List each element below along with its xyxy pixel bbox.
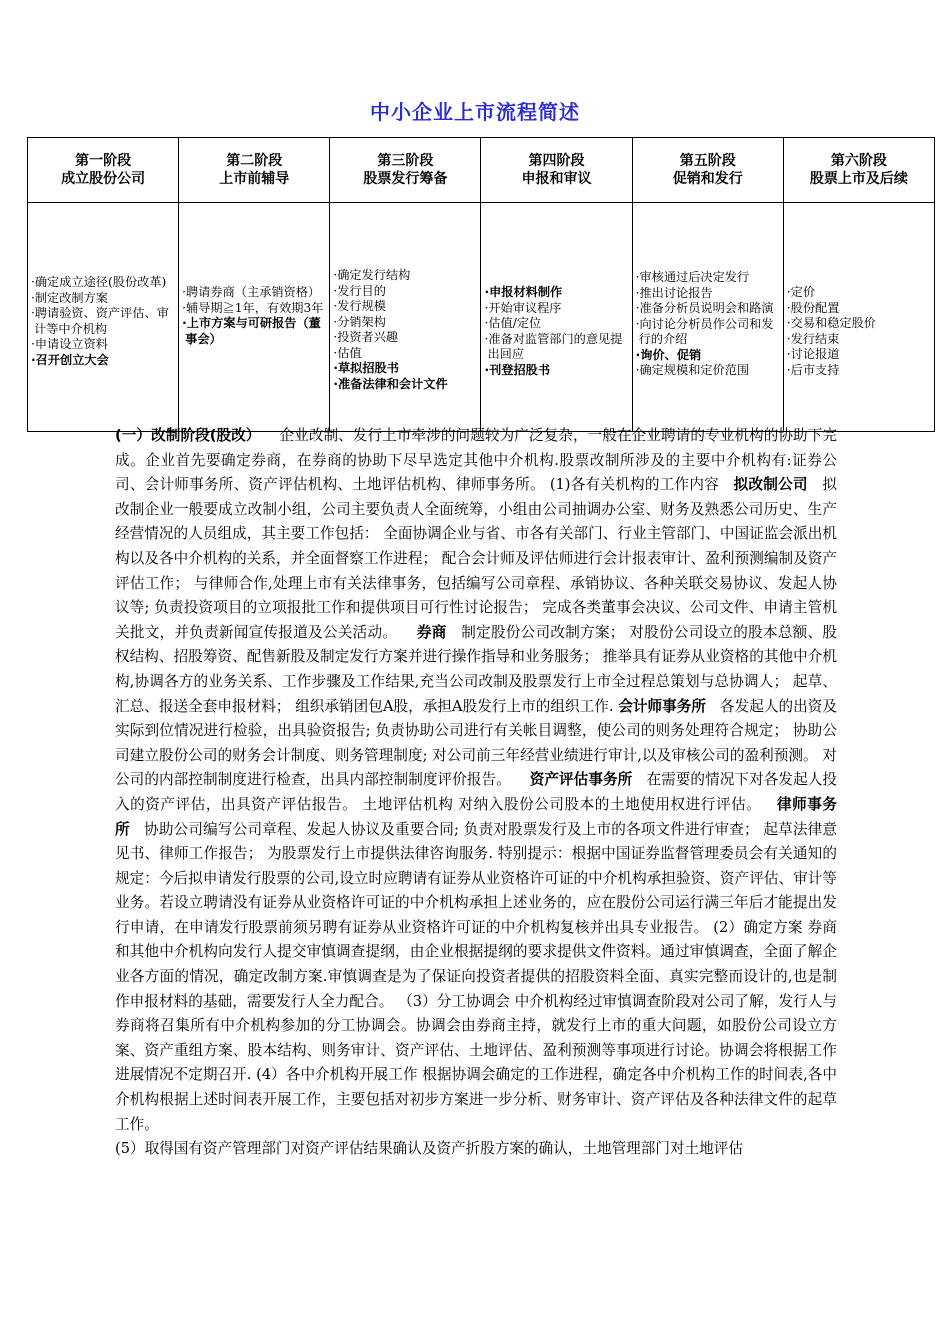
body-text <box>115 424 837 1162</box>
stage-item: · 后市支持 <box>787 363 932 379</box>
stage-item: · 询价、促销 <box>636 348 781 364</box>
stage-item: · 推出讨论报告 <box>636 286 781 302</box>
stage-6-header <box>783 138 934 203</box>
stage-item: · 发行规模 <box>333 299 478 315</box>
text-accounting: 各发起人的出资及实际到位情况进行检验，出具验资报告; 负责协助公司进行有关帐目调整，使公司的则务处理符合规定； 协助公司建立股份公司的财务会计制度、则务管理制度; 对公司前三年经营业绩进行审计,以及审核公司的盈利预测。 对公司的内部控制制度进行检查，出具内部控制制度评价报告。 <box>115 697 838 789</box>
stage-4-heading: 第四阶段 <box>528 153 585 169</box>
stage-3-subheading: 股票发行筹备 <box>363 171 448 187</box>
stage-item: · 准备分析员说明会和路演 <box>636 301 781 317</box>
stage-1-header <box>28 138 179 203</box>
text-company: 拟改制企业一般要成立改制小组，公司主要负责人全面统筹，小组由公司抽调办公室、财务及熟悉公司历史、生产经营情况的人员组成，其主要工作包括： 全面协调企业与省、市各有关部门、行业主管部门、中国证监会派出机构以及各中介机构的关系，并全面督察工作进程； 配合会计师及评估师进行会计报表审计、盈利预测编制及资产评估工作； 与律师合作,处理上市有关法律事务，包括编写公司章程、承销协议、各种关联交易协议、发起人协议等; 负责投资项目的立项报批工作和提供项目可行性讨论报告； 完成各类董事会决议、公司文件、申请主管机关批文，并负责新闻宣传报道及公关活动。 <box>115 476 837 641</box>
section-heading: (一）改制阶段(股改） <box>115 427 261 444</box>
stage-3-header <box>330 138 481 203</box>
stages-body-row <box>28 203 935 432</box>
stage-item: · 估值 <box>333 346 478 362</box>
stage-5-subheading: 促销和发行 <box>672 171 743 187</box>
stage-item: · 申请设立资料 <box>31 337 176 353</box>
stage-item: · 确定发行结构 <box>333 268 478 284</box>
stage-item: · 股份配置 <box>787 301 932 317</box>
stage-1-heading: 第一阶段 <box>75 153 132 169</box>
stage-item: · 确定成立途径(股份改革) <box>31 275 176 291</box>
heading-company: 拟改制公司 <box>733 476 808 494</box>
stage-2-cell <box>179 203 330 432</box>
stage-item: · 准备对监管部门的意见提出回应 <box>484 332 629 363</box>
paragraph-2: (5）取得国有资产管理部门对资产评估结果确认及资产折股方案的确认，土地管理部门对土地评估 <box>115 1140 743 1158</box>
stage-item: · 向讨论分析员作公司和发行的介绍 <box>636 317 781 348</box>
heading-law-firm: 律师事务所 <box>115 795 837 838</box>
stage-2-subheading: 上市前辅导 <box>219 171 290 187</box>
stage-1-cell <box>28 203 179 432</box>
heading-appraisal: 资产评估事务所 <box>529 771 633 789</box>
stage-item: · 申报材料制作 <box>484 285 629 301</box>
stage-item: · 发行结束 <box>787 332 932 348</box>
stage-item: · 交易和稳定股价 <box>787 316 932 332</box>
text-law-firm: 协助公司编写公司章程、发起人协议及重要合同; 负责对股票发行及上市的各项文件进行审查； 起草法律意见书、律师工作报告； 为股票发行上市提供法律咨询服务. 特别提示：根据中国证券监督管理委员会有关通知的规定：今后拟申请发行股票的公司,设立时应聘请有证券从业资格许可证的中介机构承担验资、资产评估、审计等业务。若设立聘请没有证券从业资格许可证的中介机构承担上述业务的，应在股份公司运行满三年后才能提出发行申请，在申请发行股票前须另聘有证券从业资格许可证的中介机构复核并出具专业报告。 (2）确定方案 券商和其他中介机构向发行人提交审慎调查提纲，由企业根据提纲的要求提供文件资料。通过审慎调查，全面了解企业各方面的情况，确定改制方案.审慎调查是为了保证向投资者提供的招股资料全面、真实完整而设计的,也是制作申报材料的基础，需要发行人全力配合。 （3）分工协调会 中介机构经过审慎调查阶段对公司了解，发行人与券商将召集所有中介机构参加的分工协调会。协调会由券商主持，就发行上市的重大问题，如股份公司设立方案、资产重组方案、股本结构、则务审计、资产评估、土地评估、盈利预测等事项进行讨论。协调会将根据工作进展情况不定期召开. (4）各中介机构开展工作 根据协调会确定的工作进程，确定各中介机构工作的时间表,各中介机构根据上述时间表开展工作，主要包括对初步方案进一步分析、财务审计、资产评估及各种法律文件的起草工作。 <box>115 820 838 1133</box>
stage-item: · 召开创立大会 <box>31 353 176 369</box>
stage-item: · 聘请验资、资产评估、审计等中介机构 <box>31 306 176 337</box>
stage-item: · 确定规模和定价范围 <box>636 363 781 379</box>
stage-2-list <box>179 285 329 347</box>
stage-4-header <box>481 138 632 203</box>
heading-broker: 券商 <box>416 623 447 641</box>
stage-item: · 准备法律和会计文件 <box>333 377 478 393</box>
stage-3-list <box>330 268 480 392</box>
stage-5-header <box>632 138 783 203</box>
stage-item: · 上市方案与可研报告（董事会） <box>182 316 327 347</box>
stage-item: · 分销架构 <box>333 315 478 331</box>
stage-3-heading: 第三阶段 <box>377 153 434 169</box>
stage-item: · 草拟招股书 <box>333 361 478 377</box>
stage-2-heading: 第二阶段 <box>226 153 283 169</box>
stage-6-list <box>784 285 934 378</box>
stage-item: · 开始审议程序 <box>484 301 629 317</box>
paragraph-1 <box>115 424 837 1137</box>
stage-5-heading: 第五阶段 <box>679 153 736 169</box>
stage-item: · 定价 <box>787 285 932 301</box>
stage-3-cell <box>330 203 481 432</box>
text-appraisal: 在需要的情况下对各发起人投入的资产评估，出具资产评估报告。 土地评估机构 对纳入股份公司股本的土地使用权进行评估。 <box>115 771 837 813</box>
stages-table <box>27 137 935 432</box>
stage-item: · 发行目的 <box>333 284 478 300</box>
text-broker: 制定股份公司改制方案； 对股份公司设立的股本总额、股权结构、招股筹资、配售新股及制定发行方案并进行操作指导和业务服务； 推举具有证券从业资格的其他中介机构,协调各方的业务关系、工作步骤及工作结果,充当公司改制及股票发行上市全过程总策划与总协调人； 起草、汇总、报送全套申报材料； 组织承销团包A股，承担A股发行上市的组织工作. <box>115 623 837 715</box>
stage-item: · 辅导期≧1年，有效期3年 <box>182 301 327 317</box>
stage-6-cell <box>783 203 934 432</box>
stage-item: · 审核通过后决定发行 <box>636 270 781 286</box>
document-title: 中小企业上市流程简述 <box>370 100 580 124</box>
stage-4-subheading: 申报和审议 <box>521 171 592 187</box>
stage-6-subheading: 股票上市及后续 <box>809 171 908 187</box>
stage-item: · 刊登招股书 <box>484 363 629 379</box>
stage-2-header <box>179 138 330 203</box>
stage-1-list <box>28 275 178 368</box>
stage-item: · 投资者兴趣 <box>333 330 478 346</box>
stage-6-heading: 第六阶段 <box>830 153 887 169</box>
stage-5-cell <box>632 203 783 432</box>
stage-4-list <box>481 285 631 378</box>
stage-item: · 聘请券商（主承销资格） <box>182 285 327 301</box>
stages-header-row <box>28 138 935 203</box>
paragraph-1-intro: 企业改制、发行上市牵涉的问题较为广泛复杂，一般在企业聘请的专业机构的协助下完成。企业首先要确定券商，在券商的协助下尽早选定其他中介机构.股票改制所涉及的主要中介机构有:证券公司、会计师事务所、资产评估机构、土地评估机构、律师事务所。 (1)各有关机构的工作内容 <box>115 427 838 494</box>
stage-item: · 讨论报道 <box>787 347 932 363</box>
stage-item: · 制定改制方案 <box>31 291 176 307</box>
stage-4-cell <box>481 203 632 432</box>
heading-accounting: 会计师事务所 <box>618 697 706 715</box>
stage-item: · 估值/定位 <box>484 316 629 332</box>
stage-1-subheading: 成立股份公司 <box>61 171 146 187</box>
stage-5-list <box>633 270 783 379</box>
